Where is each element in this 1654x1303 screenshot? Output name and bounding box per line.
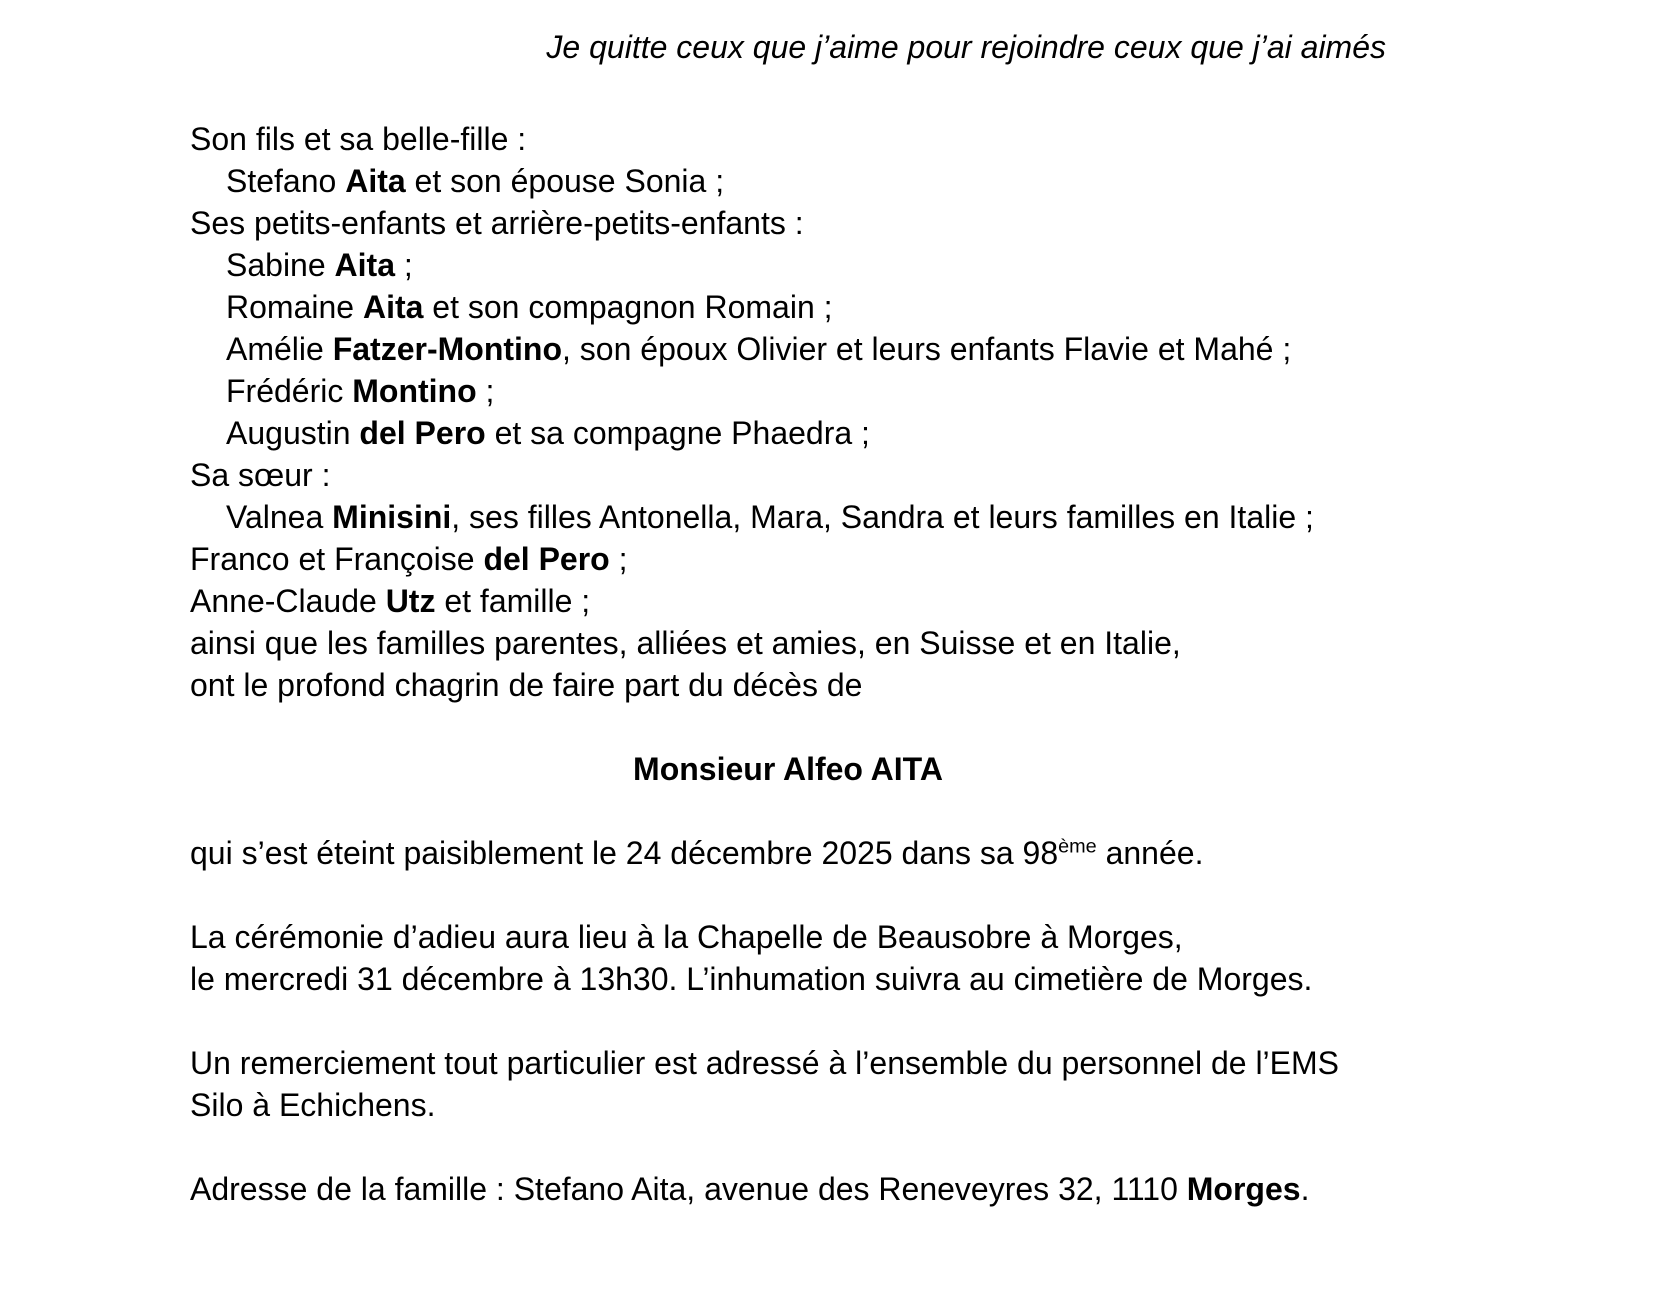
thanks-line-2: Silo à Echichens. bbox=[190, 1087, 436, 1123]
family-line-text: Anne-Claude bbox=[190, 583, 386, 619]
address-period: . bbox=[1300, 1171, 1310, 1207]
deceased-name: Monsieur Alfeo AITA bbox=[633, 751, 943, 787]
family-address bbox=[190, 1168, 1386, 1210]
ceremony-line-1: La cérémonie d’adieu aura lieu à la Chapelle de Beausobre à Morges, bbox=[190, 919, 1183, 955]
family-name-bold: del Pero bbox=[483, 541, 610, 577]
family-line bbox=[190, 496, 1386, 538]
family-name-bold: del Pero bbox=[359, 415, 486, 451]
family-line bbox=[190, 118, 1386, 160]
family-line-text: et sa compagne Phaedra ; bbox=[485, 415, 870, 451]
address-text: Adresse de la famille : Stefano Aita, avenue des Reneveyres 32, 1110 bbox=[190, 1171, 1187, 1207]
family-line-text: et son épouse Sonia ; bbox=[405, 163, 725, 199]
family-name-bold: Aita bbox=[345, 163, 406, 199]
paragraph-spacer bbox=[190, 874, 1386, 916]
family-line-text: Ses petits-enfants et arrière-petits-enfants : bbox=[190, 205, 804, 241]
family-line-text: ; bbox=[476, 373, 495, 409]
family-name-bold: Minisini bbox=[332, 499, 452, 535]
family-line bbox=[190, 622, 1386, 664]
ceremony-line-2: le mercredi 31 décembre à 13h30. L’inhumation suivra au cimetière de Morges. bbox=[190, 961, 1313, 997]
death-notice bbox=[190, 832, 1386, 874]
family-line bbox=[190, 202, 1386, 244]
family-line-text: , ses filles Antonella, Mara, Sandra et leurs familles en Italie ; bbox=[451, 499, 1314, 535]
ordinal-superscript: ème bbox=[1058, 835, 1097, 858]
family-line bbox=[190, 286, 1386, 328]
paragraph-spacer bbox=[190, 1126, 1386, 1168]
family-name-bold: Montino bbox=[352, 373, 477, 409]
epigraph: Je quitte ceux que j’aime pour rejoindre ceux que j’ai aimés bbox=[546, 29, 1386, 65]
thanks-line-1: Un remerciement tout particulier est adressé à l’ensemble du personnel de l’EMS bbox=[190, 1045, 1339, 1081]
family-line bbox=[190, 160, 1386, 202]
family-line-text: ; bbox=[394, 247, 413, 283]
family-list bbox=[190, 118, 1386, 706]
family-line bbox=[190, 370, 1386, 412]
family-name-bold: Fatzer-Montino bbox=[332, 331, 562, 367]
family-line-text: ; bbox=[609, 541, 628, 577]
family-line-text: et son compagnon Romain ; bbox=[423, 289, 833, 325]
family-name-bold: Aita bbox=[362, 289, 424, 325]
paragraph-spacer bbox=[190, 1000, 1386, 1042]
family-line-text: Son fils et sa belle-fille : bbox=[190, 121, 527, 157]
family-line bbox=[190, 580, 1386, 622]
family-line-text: Frédéric bbox=[226, 373, 353, 409]
family-line-text: Sabine bbox=[226, 247, 335, 283]
family-line-text: Stefano bbox=[226, 163, 346, 199]
family-line-text: Augustin bbox=[226, 415, 360, 451]
family-name-bold: Utz bbox=[385, 583, 436, 619]
family-line-text: , son époux Olivier et leurs enfants Flavie et Mahé ; bbox=[562, 331, 1292, 367]
family-line bbox=[190, 664, 1386, 706]
family-line-text: Romaine bbox=[226, 289, 363, 325]
family-line-text: et famille ; bbox=[435, 583, 591, 619]
address-city: Morges bbox=[1186, 1171, 1301, 1207]
paragraph-spacer bbox=[190, 790, 1386, 832]
family-line bbox=[190, 412, 1386, 454]
family-name-bold: Aita bbox=[334, 247, 395, 283]
paragraph-spacer bbox=[190, 706, 1386, 748]
family-line-text: ainsi que les familles parentes, alliées et amies, en Suisse et en Italie, bbox=[190, 625, 1181, 661]
family-line-text: ont le profond chagrin de faire part du décès de bbox=[190, 667, 863, 703]
family-line bbox=[190, 244, 1386, 286]
family-line-text: Amélie bbox=[226, 331, 333, 367]
family-line-text: Franco et Françoise bbox=[190, 541, 484, 577]
family-line bbox=[190, 538, 1386, 580]
family-line bbox=[190, 454, 1386, 496]
death-notice-text: qui s’est éteint paisiblement le 24 décembre 2025 dans sa 98 bbox=[190, 835, 1059, 871]
family-line bbox=[190, 328, 1386, 370]
family-line-text: Sa sœur : bbox=[190, 457, 331, 493]
death-notice-tail: année. bbox=[1096, 835, 1204, 871]
thanks-paragraph bbox=[190, 1042, 1386, 1126]
family-line-text: Valnea bbox=[226, 499, 333, 535]
ceremony-paragraph bbox=[190, 916, 1386, 1000]
